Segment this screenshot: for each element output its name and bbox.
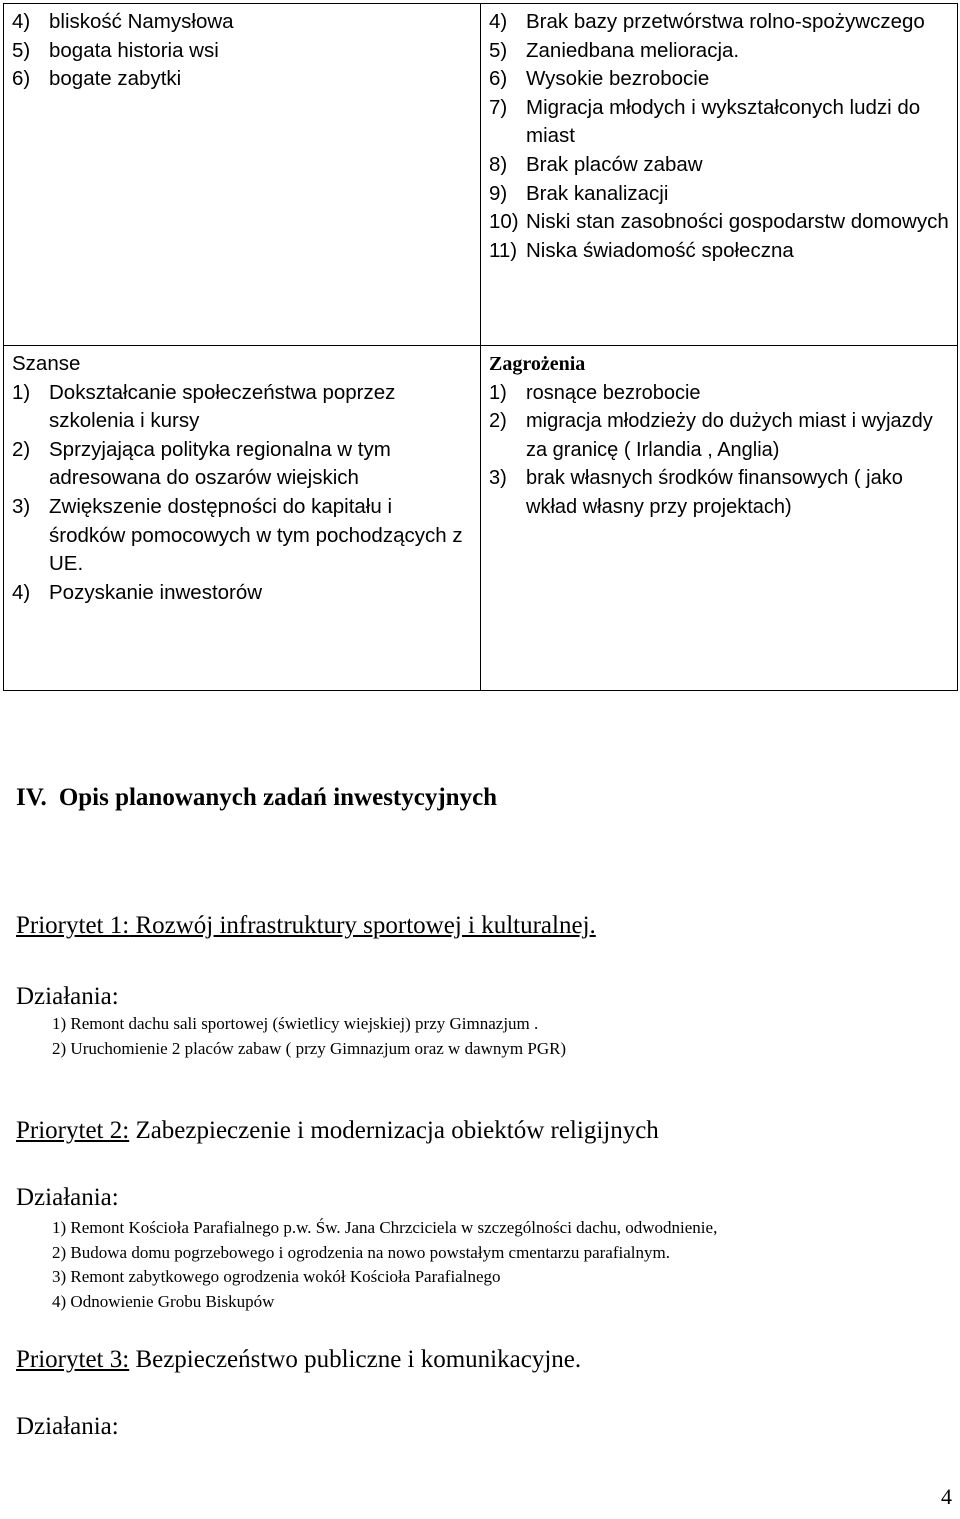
list-item (489, 379, 949, 408)
swot-row-top (4, 4, 958, 346)
list-item-text: Sprzyjająca polityka regionalna w tym adresowana do oszarów wiejskich (49, 437, 391, 490)
list-item-number: 7) (489, 95, 508, 119)
list-item (489, 151, 949, 180)
list-item (489, 37, 949, 66)
list-item-number: 2) (12, 437, 31, 461)
section-title: Opis planowanych zadań inwestycyjnych (58, 784, 498, 811)
action-item: 2) Uruchomienie 2 placów zabaw ( przy Gimnazjum oraz w dawnym PGR) (52, 1038, 567, 1058)
weaknesses-cell (481, 4, 958, 346)
list-item (12, 37, 472, 66)
list-item-text: Migracja młodych i wykształconych ludzi do miast (526, 95, 921, 148)
list-item-text: Wysokie bezrobocie (526, 67, 710, 91)
list-item-number: 6) (489, 67, 508, 91)
list-item-number: 2) (489, 410, 507, 433)
list-item-number: 3) (12, 494, 31, 518)
list-item-text: Zwiększenie dostępności do kapitału i środków pomocowych w tym pochodzących z UE. (49, 494, 463, 576)
list-item-number: 8) (489, 152, 508, 176)
list-item-text: bogate zabytki (49, 67, 182, 91)
list-item-text: migracja młodzieży do dużych miast i wyjazdy za granicę ( Irlandia , Anglia) (526, 410, 933, 461)
priority-3-actions-label: Działania: (16, 1413, 119, 1440)
action-item: 4) Odnowienie Grobu Biskupów (52, 1291, 275, 1311)
priority-1-label: Priorytet 1: (16, 912, 130, 939)
action-item: 1) Remont dachu sali sportowej (świetlicy wiejskiej) przy Gimnazjum . (52, 1014, 539, 1033)
strengths-cell (4, 4, 481, 346)
list-item-text: bogata historia wsi (49, 38, 219, 62)
list-item (12, 493, 472, 579)
section-heading (16, 784, 497, 812)
list-item (489, 208, 949, 237)
priority-2-heading (16, 1117, 659, 1145)
priority-2-title: Zabezpieczenie i modernizacja obiektów religijnych (129, 1117, 659, 1144)
list-item-number: 9) (489, 181, 508, 205)
threats-list (489, 379, 949, 522)
list-item (12, 436, 472, 493)
section-number: IV. (16, 784, 47, 811)
list-item (489, 407, 949, 464)
list-item (489, 464, 949, 521)
list-item (489, 94, 949, 151)
list-item-text: Zaniedbana melioracja. (526, 38, 740, 62)
swot-row-bottom (4, 346, 958, 691)
priority-2-actions-label: Działania: (16, 1184, 119, 1211)
list-item-text: Brak bazy przetwórstwa rolno-spożywczego (526, 10, 925, 33)
priority-1-title: Rozwój infrastruktury sportowej i kulturalnej. (129, 912, 596, 939)
opportunities-cell (4, 346, 481, 691)
action-item: 2) Budowa domu pogrzebowego i ogrodzenia na nowo powstałym cmentarzu parafialnym. (52, 1242, 670, 1262)
priority-2-actions (52, 1216, 717, 1314)
list-item (489, 180, 949, 209)
priority-1-actions (52, 1012, 566, 1061)
list-item-text: Pozyskanie inwestorów (49, 580, 263, 604)
list-item-text: rosnące bezrobocie (526, 381, 701, 404)
threats-cell (481, 346, 958, 691)
list-item-number: 1) (489, 381, 507, 404)
list-item-text: Niski stan zasobności gospodarstw domowych (526, 210, 949, 234)
list-item-number: 11) (489, 238, 518, 262)
list-item-number: 10) (489, 210, 519, 234)
list-item-number: 6) (12, 67, 31, 91)
priority-1-actions-label: Działania: (16, 983, 119, 1010)
list-item (12, 8, 472, 37)
list-item-text: Dokształcanie społeczeństwa poprzez szkolenia i kursy (49, 380, 396, 433)
list-item-text: Brak kanalizacji (526, 181, 669, 205)
action-item: 3) Remont zabytkowego ogrodzenia wokół Kościoła Parafialnego (52, 1267, 501, 1286)
priority-1-heading (16, 912, 596, 940)
priority-3-heading (16, 1346, 581, 1374)
list-item (12, 579, 472, 608)
strengths-list (12, 8, 472, 94)
list-item-text: brak własnych środków finansowych ( jako wkład własny przy projektach) (526, 467, 903, 518)
list-item-text: Niska świadomość społeczna (526, 238, 794, 262)
list-item-number: 5) (12, 38, 31, 62)
list-item-text: bliskość Namysłowa (49, 10, 234, 33)
list-item-number: 4) (12, 10, 31, 33)
priority-3-title: Bezpieczeństwo publiczne i komunikacyjne. (129, 1346, 582, 1373)
list-item (489, 8, 949, 37)
swot-table (3, 3, 958, 691)
action-item: 1) Remont Kościoła Parafialnego p.w. Św. Jana Chrzciciela w szczególności dachu, odwodnienie, (52, 1218, 718, 1237)
page-number: 4 (941, 1484, 952, 1509)
list-item-text: Brak placów zabaw (526, 152, 703, 176)
list-item-number: 1) (12, 380, 31, 404)
list-item (12, 65, 472, 94)
priority-3-label: Priorytet 3: (16, 1346, 130, 1373)
weaknesses-list (489, 8, 949, 265)
list-item-number: 4) (12, 580, 31, 604)
opportunities-heading: Szanse (12, 352, 81, 375)
list-item-number: 3) (489, 467, 507, 490)
threats-heading: Zagrożenia (489, 353, 586, 375)
list-item-number: 5) (489, 38, 508, 62)
list-item (489, 65, 949, 94)
opportunities-list (12, 379, 472, 608)
list-item (12, 379, 472, 436)
list-item-number: 4) (489, 10, 508, 33)
priority-2-label: Priorytet 2: (16, 1117, 130, 1144)
list-item (489, 237, 949, 266)
